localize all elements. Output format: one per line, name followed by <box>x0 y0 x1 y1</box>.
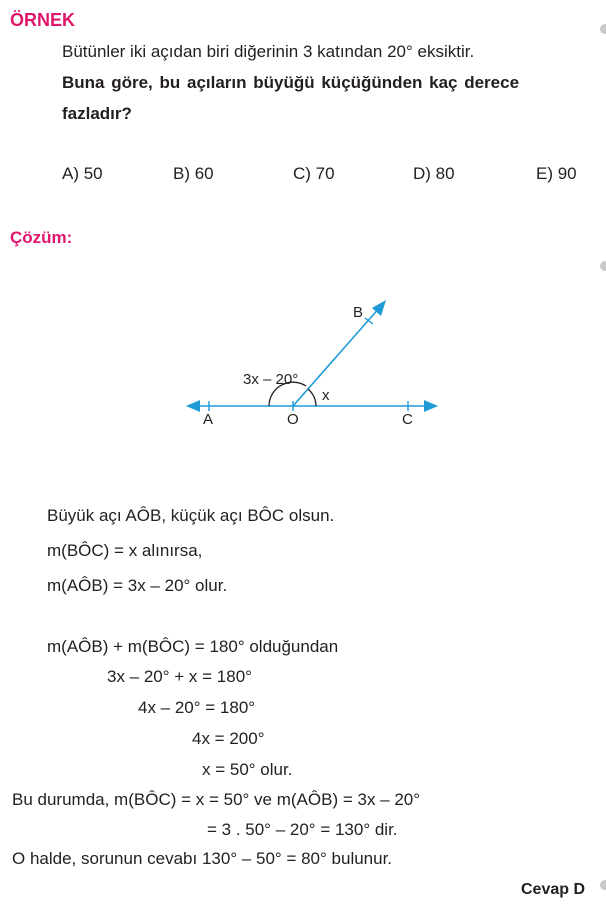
solution-line: m(AÔB) + m(BÔC) = 180° olduğundan <box>47 637 339 656</box>
page-edge-marker <box>600 261 606 271</box>
label-c: C <box>402 411 413 428</box>
arc-boc <box>308 389 316 406</box>
arrow-right-icon <box>424 400 438 412</box>
ray-ob <box>293 306 381 406</box>
question-prompt-line2: fazladır? <box>62 104 132 123</box>
arrow-left-icon <box>186 400 200 412</box>
option-d[interactable]: D) 80 <box>413 164 455 183</box>
page-edge-marker <box>600 880 606 890</box>
solution-line: O halde, sorunun cevabı 130° – 50° = 80° bulunur. <box>12 849 393 868</box>
solution-line: m(BÔC) = x alınırsa, <box>47 541 203 560</box>
solution-line: Büyük açı AÔB, küçük açı BÔC olsun. <box>47 506 335 525</box>
angle-diagram <box>180 290 450 435</box>
solution-line: x = 50° olur. <box>202 760 293 779</box>
option-b[interactable]: B) 60 <box>173 164 214 183</box>
page-edge-marker <box>600 24 606 34</box>
option-c[interactable]: C) 70 <box>293 164 335 183</box>
option-a[interactable]: A) 50 <box>62 164 103 183</box>
question-text: Bütünler iki açıdan biri diğerinin 3 katından 20° eksiktir. <box>62 42 475 61</box>
angle-label-boc: x <box>322 387 330 404</box>
solution-line: 4x = 200° <box>192 729 265 748</box>
question-prompt-line1: Buna göre, bu açıların büyüğü küçüğünden kaç derece <box>62 73 520 92</box>
option-e[interactable]: E) 90 <box>536 164 577 183</box>
label-a: A <box>203 411 214 428</box>
solution-line: Bu durumda, m(BÔC) = x = 50° ve m(AÔB) = 3x – 20° <box>12 790 421 809</box>
label-o: O <box>287 411 299 428</box>
solution-line: 4x – 20° = 180° <box>138 698 256 717</box>
angle-label-aob: 3x – 20° <box>243 371 299 388</box>
solution-heading: Çözüm: <box>10 228 73 247</box>
example-heading: ÖRNEK <box>10 10 76 30</box>
label-b: B <box>353 304 364 321</box>
solution-line: = 3 . 50° – 20° = 130° dir. <box>207 820 398 839</box>
answer-label: Cevap D <box>521 881 586 898</box>
solution-line: m(AÔB) = 3x – 20° olur. <box>47 576 228 595</box>
solution-line: 3x – 20° + x = 180° <box>107 667 252 686</box>
